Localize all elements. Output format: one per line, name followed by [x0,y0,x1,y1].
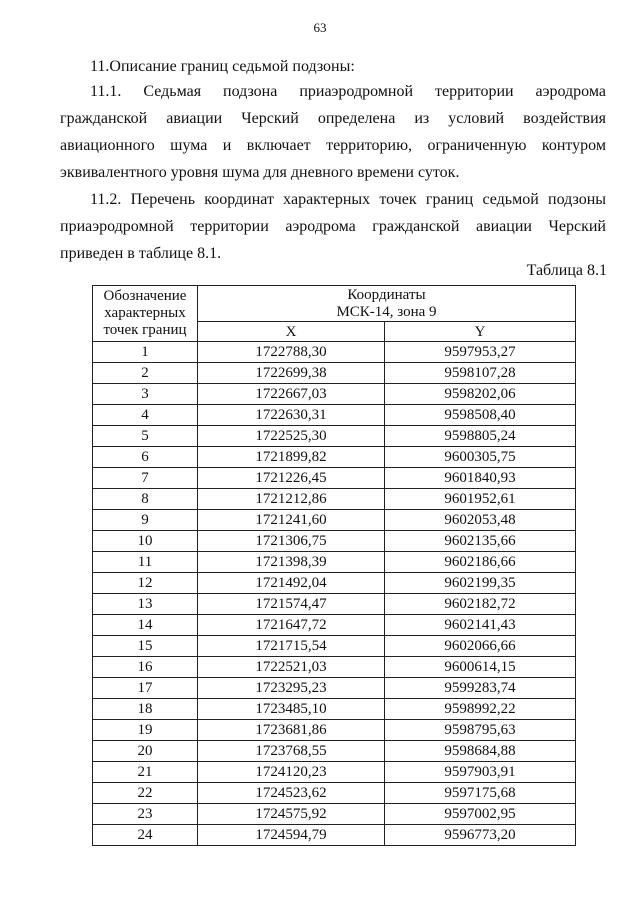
table-row [93,699,576,720]
point-number-cell: 5 [93,426,198,447]
table-row [93,531,576,552]
point-number-cell: 3 [93,384,198,405]
table-row [93,426,576,447]
table-row [93,741,576,762]
table-row [93,552,576,573]
y-coordinate-cell: 9600614,15 [385,657,576,678]
point-number-cell: 14 [93,615,198,636]
table-row [93,678,576,699]
y-coordinate-cell: 9598795,63 [385,720,576,741]
header-designation-line: точек границ [103,322,187,338]
y-coordinate-cell: 9599283,74 [385,678,576,699]
y-coordinate-cell: 9602053,48 [385,510,576,531]
x-coordinate-cell: 1722667,03 [198,384,385,405]
y-coordinate-cell: 9600305,75 [385,447,576,468]
paragraph-11-1: 11.1. Седьмая подзона приаэродромной территории аэродрома гражданской авиации Черский определена из условий воздействия авиационного шума и включает территорию, ограниченную контуром эквивалентного уровня шума для дневного времени суток. [60,83,606,181]
x-coordinate-cell: 1721899,82 [198,447,385,468]
table-caption: Таблица 8.1 [526,262,607,279]
table-row [93,762,576,783]
header-coordinates [198,286,576,322]
x-coordinate-cell: 1724575,92 [198,804,385,825]
x-coordinate-cell: 1721647,72 [198,615,385,636]
paragraph-11-2: 11.2. Перечень координат характерных точек границ седьмой подзоны приаэродромной территории аэродрома гражданской авиации Черский приведен в таблице 8.1. [60,191,606,262]
y-coordinate-cell: 9602066,66 [385,636,576,657]
header-y: Y [385,322,576,342]
page-number: 63 [313,20,327,35]
x-coordinate-cell: 1721398,39 [198,552,385,573]
table-row [93,405,576,426]
point-number-cell: 7 [93,468,198,489]
table-row [93,510,576,531]
x-coordinate-cell: 1721492,04 [198,573,385,594]
x-coordinate-cell: 1722699,38 [198,363,385,384]
y-coordinate-cell: 9597175,68 [385,783,576,804]
x-coordinate-cell: 1723768,55 [198,741,385,762]
point-number-cell: 8 [93,489,198,510]
y-coordinate-cell: 9598202,06 [385,384,576,405]
table-body [93,342,576,846]
table-row [93,783,576,804]
y-coordinate-cell: 9602182,72 [385,594,576,615]
table-row [93,720,576,741]
x-coordinate-cell: 1723681,86 [198,720,385,741]
y-coordinate-cell: 9597903,91 [385,762,576,783]
point-number-cell: 20 [93,741,198,762]
table-row [93,573,576,594]
x-coordinate-cell: 1721226,45 [198,468,385,489]
table-row [93,468,576,489]
point-number-cell: 16 [93,657,198,678]
point-number-cell: 4 [93,405,198,426]
point-number-cell: 6 [93,447,198,468]
table-row [93,615,576,636]
point-number-cell: 23 [93,804,198,825]
header-coordinates-line: МСК-14, зона 9 [336,303,437,320]
x-coordinate-cell: 1721715,54 [198,636,385,657]
y-coordinate-cell: 9596773,20 [385,825,576,846]
y-coordinate-cell: 9598684,88 [385,741,576,762]
point-number-cell: 24 [93,825,198,846]
table-row [93,489,576,510]
y-coordinate-cell: 9598107,28 [385,363,576,384]
coordinates-table [92,285,576,846]
table-row [93,447,576,468]
table-row [93,657,576,678]
point-number-cell: 21 [93,762,198,783]
point-number-cell: 17 [93,678,198,699]
y-coordinate-cell: 9598508,40 [385,405,576,426]
y-coordinate-cell: 9601952,61 [385,489,576,510]
point-number-cell: 10 [93,531,198,552]
x-coordinate-cell: 1724523,62 [198,783,385,804]
y-coordinate-cell: 9602135,66 [385,531,576,552]
table-row [93,825,576,846]
x-coordinate-cell: 1723485,10 [198,699,385,720]
table-row [93,594,576,615]
point-number-cell: 1 [93,342,198,363]
x-coordinate-cell: 1722525,30 [198,426,385,447]
point-number-cell: 15 [93,636,198,657]
table-row [93,363,576,384]
y-coordinate-cell: 9602186,66 [385,552,576,573]
x-coordinate-cell: 1721212,86 [198,489,385,510]
point-number-cell: 13 [93,594,198,615]
table-row [93,384,576,405]
header-designation-line: Обозначение [103,288,187,304]
section-heading: 11.Описание границ седьмой подзоны: [90,58,355,75]
y-coordinate-cell: 9602199,35 [385,573,576,594]
point-number-cell: 2 [93,363,198,384]
point-number-cell: 22 [93,783,198,804]
header-designation-line: характерных [104,305,186,321]
y-coordinate-cell: 9602141,43 [385,615,576,636]
point-number-cell: 18 [93,699,198,720]
header-coordinates-line: Координаты [347,286,426,303]
table-row [93,636,576,657]
x-coordinate-cell: 1721574,47 [198,594,385,615]
header-x: X [198,322,385,342]
point-number-cell: 19 [93,720,198,741]
x-coordinate-cell: 1721306,75 [198,531,385,552]
x-coordinate-cell: 1722630,31 [198,405,385,426]
x-coordinate-cell: 1723295,23 [198,678,385,699]
y-coordinate-cell: 9598805,24 [385,426,576,447]
x-coordinate-cell: 1721241,60 [198,510,385,531]
point-number-cell: 9 [93,510,198,531]
table-row [93,342,576,363]
y-coordinate-cell: 9601840,93 [385,468,576,489]
table-row [93,804,576,825]
x-coordinate-cell: 1724120,23 [198,762,385,783]
y-coordinate-cell: 9597002,95 [385,804,576,825]
header-designation [93,286,198,342]
x-coordinate-cell: 1722788,30 [198,342,385,363]
point-number-cell: 12 [93,573,198,594]
x-coordinate-cell: 1722521,03 [198,657,385,678]
point-number-cell: 11 [93,552,198,573]
x-coordinate-cell: 1724594,79 [198,825,385,846]
y-coordinate-cell: 9597953,27 [385,342,576,363]
y-coordinate-cell: 9598992,22 [385,699,576,720]
